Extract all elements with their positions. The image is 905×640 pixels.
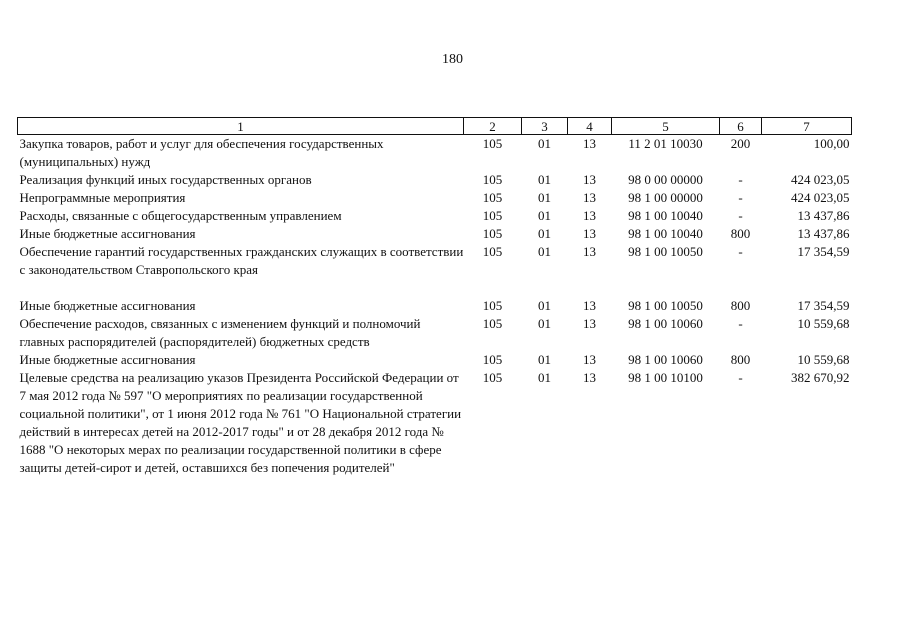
row-amount: 13 437,86 [797, 208, 850, 223]
row-col3: 01 [538, 352, 551, 367]
table-row [18, 315, 852, 351]
row-col2: 105 [482, 244, 503, 259]
row-col3: 01 [538, 244, 551, 259]
row-col6: - [738, 244, 743, 259]
row-amount: 13 437,86 [797, 226, 850, 241]
row-col2: 105 [482, 172, 503, 187]
row-amount: 424 023,05 [791, 190, 850, 205]
table-row [18, 207, 852, 225]
row-col4: 13 [583, 352, 596, 367]
row-col4: 13 [583, 172, 596, 187]
row-col3: 01 [538, 226, 551, 241]
table-row [18, 243, 852, 279]
row-amount: 17 354,59 [797, 298, 850, 313]
row-amount: 17 354,59 [797, 244, 850, 259]
row-col4: 13 [583, 190, 596, 205]
table-row [18, 225, 852, 243]
row-col3: 01 [538, 208, 551, 223]
row-col3: 01 [538, 370, 551, 385]
row-col5: 98 0 00 00000 [628, 172, 703, 187]
row-name: Обеспечение расходов, связанных с изменением функций и полномочий главных распорядителей (распорядителей) бюджетных средств [19, 316, 421, 349]
row-col6: - [738, 370, 743, 385]
row-col3: 01 [538, 298, 551, 313]
row-amount: 424 023,05 [791, 172, 850, 187]
row-col6: 800 [730, 352, 751, 367]
row-col3: 01 [538, 172, 551, 187]
row-col3: 01 [538, 190, 551, 205]
row-col2: 105 [482, 208, 503, 223]
row-col2: 105 [482, 370, 503, 385]
table-row [18, 351, 852, 369]
row-col5: 98 1 00 10040 [628, 208, 703, 223]
row-col6: 800 [730, 226, 751, 241]
row-name: Закупка товаров, работ и услуг для обеспечения государственных (муниципальных) нужд [19, 136, 384, 169]
row-col4: 13 [583, 298, 596, 313]
row-name: Реализация функций иных государственных органов [19, 172, 312, 187]
table-row [18, 171, 852, 189]
header-cell: 4 [568, 118, 612, 135]
row-col4: 13 [583, 370, 596, 385]
spacer-row [18, 279, 852, 297]
header-cell: 6 [720, 118, 762, 135]
row-name: Непрограммные мероприятия [19, 190, 186, 205]
table-row [18, 189, 852, 207]
row-name: Расходы, связанные с общегосударственным управлением [19, 208, 342, 223]
row-amount: 10 559,68 [797, 352, 850, 367]
row-col6: - [738, 172, 743, 187]
row-col6: - [738, 208, 743, 223]
row-col6: 200 [730, 136, 751, 151]
table-row [18, 135, 852, 172]
row-col6: - [738, 190, 743, 205]
row-col5: 98 1 00 10050 [628, 244, 703, 259]
row-col4: 13 [583, 316, 596, 331]
row-col2: 105 [482, 136, 503, 151]
header-cell: 2 [464, 118, 522, 135]
row-col6: 800 [730, 298, 751, 313]
row-name: Обеспечение гарантий государственных гражданских служащих в соответствии с законодательством Ставропольского края [19, 244, 464, 277]
row-col5: 98 1 00 10060 [628, 316, 703, 331]
row-col2: 105 [482, 190, 503, 205]
header-cell: 3 [522, 118, 568, 135]
header-cell: 1 [18, 118, 464, 135]
row-col4: 13 [583, 226, 596, 241]
header-cell: 7 [762, 118, 852, 135]
header-cell: 5 [612, 118, 720, 135]
row-col4: 13 [583, 244, 596, 259]
row-col2: 105 [482, 316, 503, 331]
row-col5: 98 1 00 10060 [628, 352, 703, 367]
row-amount: 10 559,68 [797, 316, 850, 331]
row-col5: 98 1 00 10040 [628, 226, 703, 241]
table-row [18, 369, 852, 477]
row-col5: 98 1 00 10100 [628, 370, 703, 385]
row-name: Иные бюджетные ассигнования [19, 298, 196, 313]
row-name: Иные бюджетные ассигнования [19, 226, 196, 241]
row-col5: 11 2 01 10030 [628, 136, 703, 151]
row-amount: 382 670,92 [791, 370, 850, 385]
row-name: Целевые средства на реализацию указов Президента Российской Федерации от 7 мая 2012 года № 597 "О мероприятиях по реализации государственной социальной политики", от 1 июня 2012 года № 761 "О Национальной стратегии действий в интересах детей на 2012-2017 годы" и от 28 декабря 2012 года № 1688 "О некоторых мерах по реализации государственной политики в сфере защиты детей-сирот и детей, оставшихся без попечения родителей" [19, 370, 462, 475]
spacer-cell [18, 279, 852, 297]
row-col2: 105 [482, 352, 503, 367]
row-col4: 13 [583, 136, 596, 151]
row-col3: 01 [538, 316, 551, 331]
row-col5: 98 1 00 00000 [628, 190, 703, 205]
row-col4: 13 [583, 208, 596, 223]
table-row [18, 297, 852, 315]
page-number: 180 [442, 52, 463, 67]
row-col6: - [738, 316, 743, 331]
row-amount: 100,00 [813, 136, 850, 151]
row-col2: 105 [482, 298, 503, 313]
row-col3: 01 [538, 136, 551, 151]
row-col2: 105 [482, 226, 503, 241]
row-name: Иные бюджетные ассигнования [19, 352, 196, 367]
row-col5: 98 1 00 10050 [628, 298, 703, 313]
budget-table [17, 117, 852, 477]
header-row [18, 118, 852, 135]
